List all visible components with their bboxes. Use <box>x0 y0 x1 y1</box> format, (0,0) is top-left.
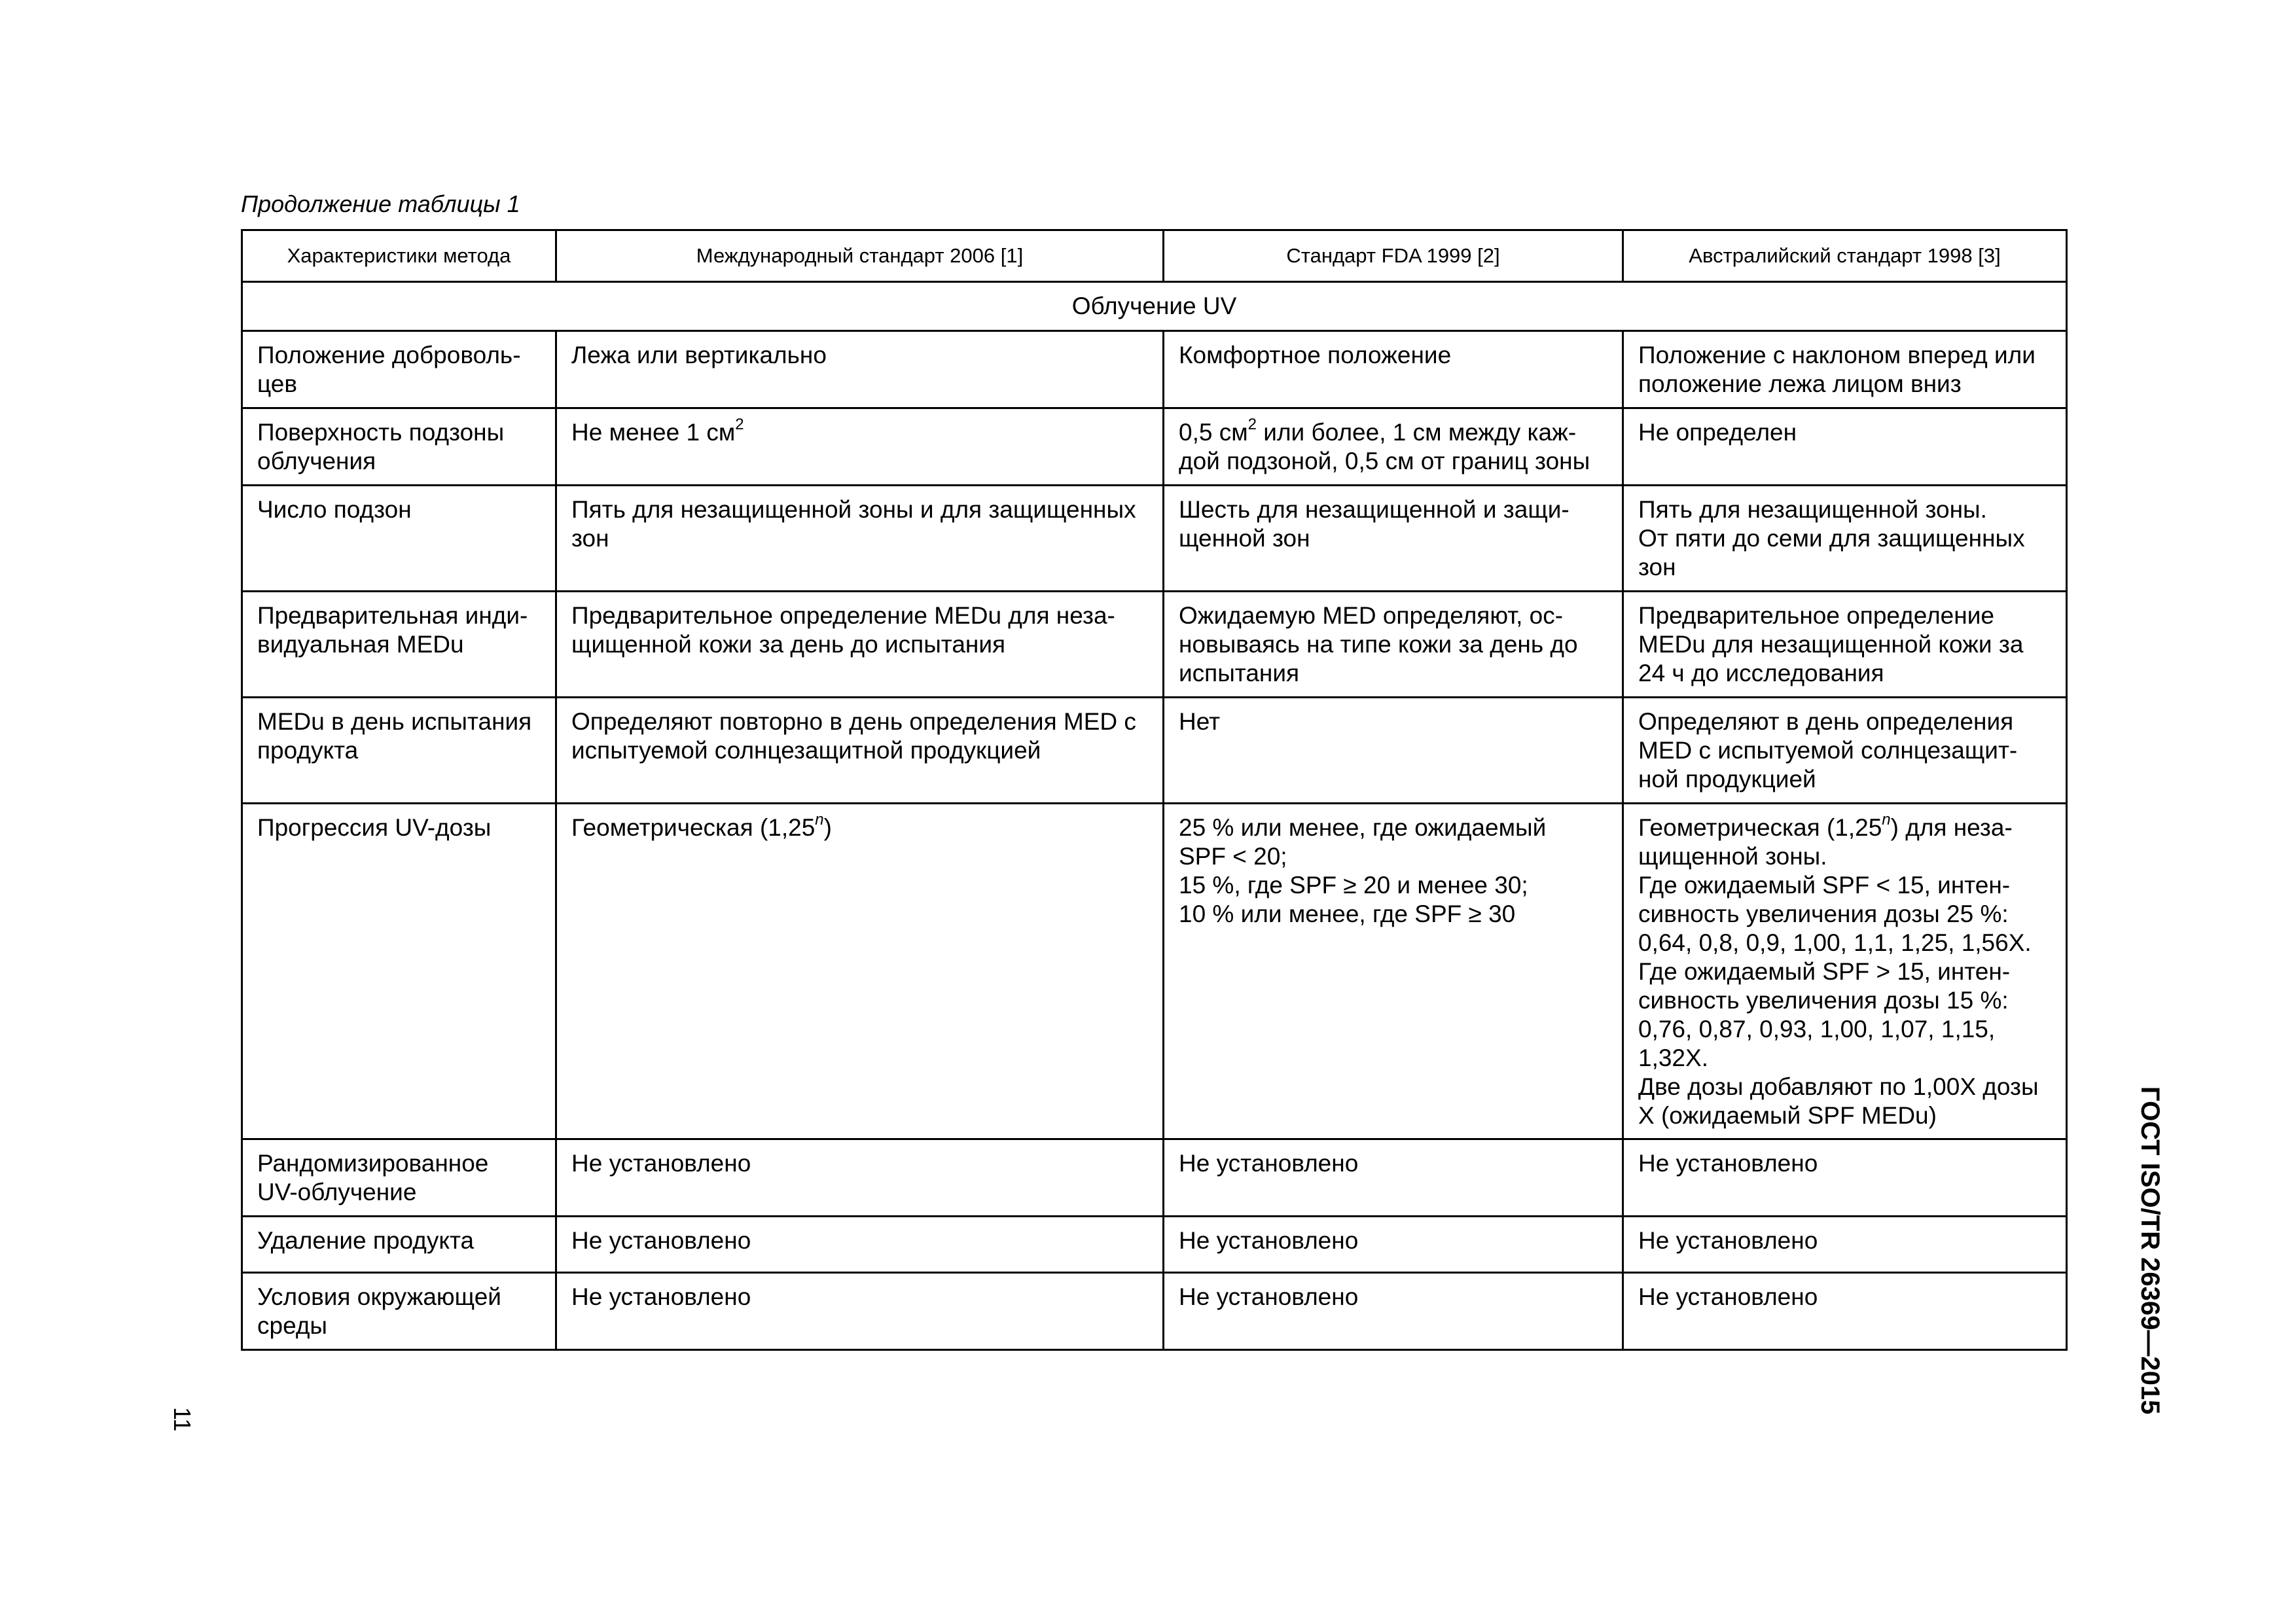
table-cell: Не установлено <box>1164 1139 1623 1217</box>
table-cell: Не установлено <box>556 1273 1164 1350</box>
table-cell: Поверхность подзоны облучения <box>242 408 556 486</box>
table-cell: Предварительное определение MEDu для незащищенной кожи за 24 ч до исследования <box>1623 592 2067 698</box>
table-cell: Лежа или вертикально <box>556 331 1164 408</box>
table-header-row <box>242 230 2067 282</box>
section-row <box>242 282 2067 331</box>
column-header: Характеристики метода <box>242 230 556 282</box>
column-header: Стандарт FDA 1999 [2] <box>1164 230 1623 282</box>
table-cell: Геометрическая (1,25$^n$) для неза- щищенной зоны. Где ожидаемый SPF < 15, интен- сивность увеличения дозы 25 %: 0,64, 0,8, 0,9, 1,00, 1,1, 1,25, 1,56X. Где ожидаемый SPF > 15, интен- сивность увеличения дозы 15 %: 0,76, 0,87, 0,93, 1,00, 1,07, 1,15, 1,32X. Две дозы добавляют по 1,00X дозы X (ожидаемый SPF MEDu) <box>1623 804 2067 1139</box>
table-cell: Геометрическая (1,25$^n$) <box>556 804 1164 1139</box>
table-cell: Определяют в день определения MED с испытуемой солнцезащит- ной продукцией <box>1623 698 2067 804</box>
table-cell: Предварительная инди- видуальная MEDu <box>242 592 556 698</box>
column-header: Австралийский стандарт 1998 [3] <box>1623 230 2067 282</box>
table-cell: 0,5 $см^2$ или более, 1 см между каж- дой подзоной, 0,5 см от границ зоны <box>1164 408 1623 486</box>
table-cell: Ожидаемую MED определяют, ос- новываясь на типе кожи за день до испытания <box>1164 592 1623 698</box>
table-cell: Не установлено <box>556 1139 1164 1217</box>
table-row <box>242 1217 2067 1273</box>
table-caption: Продолжение таблицы 1 <box>241 190 520 217</box>
table-cell: Пять для незащищенной зоны. От пяти до семи для защищенных зон <box>1623 486 2067 592</box>
page-number: 11 <box>169 1407 196 1432</box>
table-cell: Не определен <box>1623 408 2067 486</box>
table-cell: Предварительное определение MEDu для неза- щищенной кожи за день до испытания <box>556 592 1164 698</box>
table-cell: Комфортное положение <box>1164 331 1623 408</box>
table-row <box>242 1273 2067 1350</box>
table-row <box>242 1139 2067 1217</box>
table-cell: Рандомизированное UV-облучение <box>242 1139 556 1217</box>
table-cell: Не установлено <box>1623 1273 2067 1350</box>
table-cell: Не установлено <box>1623 1217 2067 1273</box>
table-cell: Положение доброволь- цев <box>242 331 556 408</box>
column-header: Международный стандарт 2006 [1] <box>556 230 1164 282</box>
table-row <box>242 804 2067 1139</box>
comparison-table <box>241 229 2068 1351</box>
table-row <box>242 592 2067 698</box>
table-cell: Не установлено <box>1623 1139 2067 1217</box>
table-cell: Не менее 1 $см^2$ <box>556 408 1164 486</box>
table-cell: Нет <box>1164 698 1623 804</box>
table-cell: Определяют повторно в день определения MED с испытуемой солнцезащитной продукцией <box>556 698 1164 804</box>
table-cell: Условия окружающей среды <box>242 1273 556 1350</box>
table-row <box>242 698 2067 804</box>
table-cell: Шесть для незащищенной и защи- щенной зон <box>1164 486 1623 592</box>
table-cell: Число подзон <box>242 486 556 592</box>
table-cell: Удаление продукта <box>242 1217 556 1273</box>
table-row <box>242 408 2067 486</box>
table-cell: Не установлено <box>1164 1217 1623 1273</box>
table-row <box>242 331 2067 408</box>
table-cell: Пять для незащищенной зоны и для защищенных зон <box>556 486 1164 592</box>
table-cell: MEDu в день испытания продукта <box>242 698 556 804</box>
document-code: ГОСТ ISO/TR 26369—2015 <box>2136 1086 2164 1415</box>
table-cell: Прогрессия UV-дозы <box>242 804 556 1139</box>
table-cell: Положение с наклоном вперед или положение лежа лицом вниз <box>1623 331 2067 408</box>
table-row <box>242 486 2067 592</box>
section-title: Облучение UV <box>242 282 2067 331</box>
table-cell: 25 % или менее, где ожидаемый SPF < 20; 15 %, где SPF ≥ 20 и менее 30; 10 % или менее, где SPF ≥ 30 <box>1164 804 1623 1139</box>
table-cell: Не установлено <box>556 1217 1164 1273</box>
table-cell: Не установлено <box>1164 1273 1623 1350</box>
